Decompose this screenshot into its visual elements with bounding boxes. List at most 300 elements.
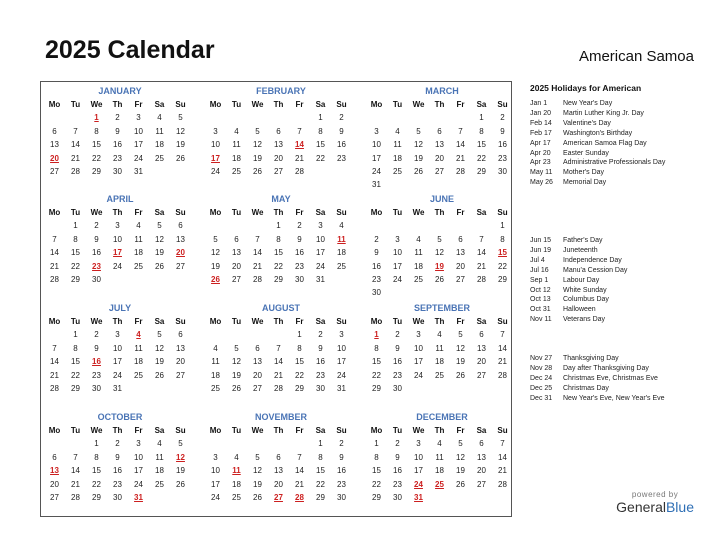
weekday-header: Tu bbox=[392, 317, 403, 326]
calendar-day: 19 bbox=[253, 153, 262, 163]
holiday-list-title: 2025 Holidays for American bbox=[530, 83, 642, 93]
calendar-day: 4 bbox=[416, 234, 421, 244]
weekday-header: Th bbox=[273, 100, 284, 109]
calendar-day: 26 bbox=[456, 370, 465, 380]
weekday-header: Tu bbox=[392, 100, 403, 109]
holiday-date: May 11 bbox=[530, 169, 553, 177]
empty-day bbox=[247, 111, 268, 124]
calendar-day: 2 bbox=[395, 330, 400, 340]
holiday-date: Jan 20 bbox=[530, 109, 552, 117]
weekday-header: Mo bbox=[370, 100, 383, 109]
calendar-day: 24 bbox=[316, 261, 325, 271]
calendar-day: 16 bbox=[316, 357, 325, 367]
calendar-day: 13 bbox=[253, 357, 262, 367]
calendar-day: 19 bbox=[155, 248, 164, 258]
holiday-day: 4 bbox=[136, 330, 141, 340]
holiday-date: Oct 13 bbox=[530, 296, 551, 304]
calendar-day: 2 bbox=[500, 113, 505, 123]
month-days-grid bbox=[44, 315, 195, 395]
month-september bbox=[367, 301, 517, 395]
calendar-day: 21 bbox=[295, 153, 304, 163]
calendar-day: 25 bbox=[232, 166, 241, 176]
weekday-header: Fr bbox=[134, 208, 143, 217]
calendar-day: 25 bbox=[337, 261, 346, 271]
calendar-day: 9 bbox=[318, 343, 323, 353]
weekday-header: Mo bbox=[370, 426, 383, 435]
holiday-name: Columbus Day bbox=[563, 296, 609, 304]
month-june bbox=[367, 192, 517, 300]
calendar-day: 18 bbox=[134, 248, 143, 258]
weekday-header: We bbox=[90, 317, 103, 326]
empty-day bbox=[471, 219, 492, 232]
calendar-day: 1 bbox=[276, 221, 281, 231]
holiday-date: Jul 4 bbox=[530, 256, 545, 264]
calendar-day: 1 bbox=[94, 439, 99, 449]
calendar-day: 2 bbox=[374, 234, 379, 244]
month-march bbox=[367, 84, 517, 192]
calendar-day: 15 bbox=[92, 466, 101, 476]
calendar-day: 23 bbox=[393, 370, 402, 380]
calendar-day: 6 bbox=[52, 452, 57, 462]
holiday-name: New Year's Day bbox=[563, 100, 613, 107]
weekday-header: Su bbox=[175, 208, 186, 217]
empty-day bbox=[268, 111, 289, 124]
calendar-day: 19 bbox=[232, 370, 241, 380]
calendar-day: 25 bbox=[134, 261, 143, 271]
weekday-header: Su bbox=[175, 317, 186, 326]
holiday-date: Dec 25 bbox=[530, 384, 553, 392]
calendar-day: 7 bbox=[500, 439, 505, 449]
calendar-day: 13 bbox=[435, 140, 444, 150]
month-name: JUNE bbox=[429, 194, 454, 204]
calendar-day: 11 bbox=[232, 140, 241, 150]
holiday-day: 13 bbox=[50, 466, 59, 476]
calendar-day: 16 bbox=[113, 140, 122, 150]
calendar-day: 11 bbox=[393, 140, 402, 150]
weekday-header: Sa bbox=[476, 317, 487, 326]
weekday-header: Fr bbox=[134, 426, 143, 435]
month-days-grid bbox=[205, 98, 356, 178]
weekday-header: Fr bbox=[456, 100, 465, 109]
holiday-name: Labour Day bbox=[563, 276, 600, 284]
calendar-day: 8 bbox=[500, 234, 505, 244]
calendar-day: 24 bbox=[372, 166, 381, 176]
calendar-day: 11 bbox=[435, 452, 444, 462]
calendar-day: 26 bbox=[253, 492, 262, 502]
holiday-item bbox=[530, 276, 700, 286]
calendar-day: 21 bbox=[295, 479, 304, 489]
calendar-day: 13 bbox=[176, 343, 185, 353]
calendar-day: 28 bbox=[456, 166, 465, 176]
empty-day bbox=[65, 111, 86, 124]
month-name: NOVEMBER bbox=[254, 412, 307, 422]
calendar-day: 21 bbox=[498, 357, 507, 367]
calendar-day: 18 bbox=[393, 153, 402, 163]
calendar-day: 22 bbox=[274, 261, 283, 271]
weekday-header: Th bbox=[112, 317, 123, 326]
weekday-header: Fr bbox=[295, 317, 304, 326]
calendar-day: 24 bbox=[337, 370, 346, 380]
empty-day bbox=[226, 328, 247, 341]
calendar-day: 14 bbox=[456, 140, 465, 150]
holiday-day: 23 bbox=[92, 261, 101, 271]
calendar-day: 8 bbox=[318, 452, 323, 462]
empty-day bbox=[289, 437, 310, 450]
calendar-day: 29 bbox=[92, 492, 101, 502]
holiday-day: 25 bbox=[435, 479, 444, 489]
weekday-header: Mo bbox=[48, 208, 61, 217]
calendar-day: 22 bbox=[71, 261, 80, 271]
calendar-day: 20 bbox=[435, 153, 444, 163]
calendar-day: 4 bbox=[157, 439, 162, 449]
brand-name bbox=[616, 499, 694, 515]
calendar-day: 14 bbox=[71, 140, 80, 150]
calendar-day: 10 bbox=[414, 343, 423, 353]
holiday-date: Oct 12 bbox=[530, 286, 551, 294]
weekday-header: We bbox=[90, 100, 103, 109]
calendar-day: 20 bbox=[456, 261, 465, 271]
calendar-day: 9 bbox=[339, 126, 344, 136]
weekday-header: Th bbox=[273, 317, 284, 326]
holiday-day: 1 bbox=[94, 113, 99, 123]
holiday-date: Apr 17 bbox=[530, 139, 551, 147]
brand-logo bbox=[616, 490, 694, 515]
calendar-day: 29 bbox=[92, 166, 101, 176]
calendar-day: 6 bbox=[458, 234, 463, 244]
weekday-header: Tu bbox=[70, 100, 81, 109]
calendar-day: 9 bbox=[395, 452, 400, 462]
empty-day bbox=[65, 437, 86, 450]
calendar-day: 30 bbox=[393, 492, 402, 502]
calendar-day: 9 bbox=[297, 234, 302, 244]
month-name: OCTOBER bbox=[97, 412, 143, 422]
calendar-day: 6 bbox=[255, 343, 260, 353]
calendar-day: 6 bbox=[437, 126, 442, 136]
calendar-day: 8 bbox=[479, 126, 484, 136]
calendar-day: 15 bbox=[71, 248, 80, 258]
calendar-day: 14 bbox=[274, 357, 283, 367]
calendar-day: 8 bbox=[374, 452, 379, 462]
page-title: 2025 Calendar bbox=[45, 36, 215, 64]
holiday-name: American Samoa Flag Day bbox=[563, 139, 647, 147]
calendar-day: 8 bbox=[94, 452, 99, 462]
holiday-group bbox=[530, 236, 700, 325]
calendar-day: 19 bbox=[253, 479, 262, 489]
calendar-day: 30 bbox=[295, 274, 304, 284]
calendar-day: 27 bbox=[176, 261, 185, 271]
weekday-header: Tu bbox=[231, 100, 242, 109]
empty-day bbox=[44, 111, 65, 124]
calendar-day: 14 bbox=[50, 357, 59, 367]
calendar-day: 16 bbox=[92, 248, 101, 258]
calendar-day: 27 bbox=[253, 383, 262, 393]
calendar-day: 22 bbox=[295, 370, 304, 380]
calendar-day: 12 bbox=[176, 126, 185, 136]
month-days-grid bbox=[205, 424, 356, 504]
weekday-header: We bbox=[412, 317, 425, 326]
calendar-day: 26 bbox=[155, 370, 164, 380]
calendar-day: 6 bbox=[479, 439, 484, 449]
calendar-day: 29 bbox=[274, 274, 283, 284]
holiday-date: Nov 28 bbox=[530, 364, 553, 372]
calendar-day: 21 bbox=[253, 261, 262, 271]
calendar-day: 7 bbox=[276, 343, 281, 353]
calendar-day: 16 bbox=[393, 357, 402, 367]
calendar-day: 24 bbox=[113, 370, 122, 380]
calendar-day: 6 bbox=[479, 330, 484, 340]
calendar-day: 29 bbox=[316, 492, 325, 502]
weekday-header: Sa bbox=[154, 426, 165, 435]
holiday-name: Administrative Professionals Day bbox=[563, 159, 666, 167]
calendar-day: 25 bbox=[155, 153, 164, 163]
calendar-day: 2 bbox=[297, 221, 302, 231]
calendar-day: 29 bbox=[372, 383, 381, 393]
calendar-day: 31 bbox=[337, 383, 346, 393]
weekday-header: Mo bbox=[370, 208, 383, 217]
month-november bbox=[206, 410, 356, 504]
calendar-day: 21 bbox=[456, 153, 465, 163]
holiday-date: Nov 27 bbox=[530, 355, 553, 362]
calendar-day: 29 bbox=[498, 274, 507, 284]
calendar-day: 13 bbox=[274, 466, 283, 476]
empty-day bbox=[226, 219, 247, 232]
calendar-day: 12 bbox=[456, 452, 465, 462]
holiday-date: Jan 1 bbox=[530, 100, 548, 107]
weekday-header: Su bbox=[497, 426, 508, 435]
empty-day bbox=[247, 328, 268, 341]
calendar-day: 19 bbox=[155, 357, 164, 367]
holiday-name: Memorial Day bbox=[563, 179, 607, 187]
calendar-day: 20 bbox=[477, 466, 486, 476]
holiday-name: Halloween bbox=[563, 306, 596, 314]
month-name: SEPTEMBER bbox=[413, 303, 470, 313]
calendar-day: 22 bbox=[71, 370, 80, 380]
weekday-header: Su bbox=[336, 317, 347, 326]
calendar-day: 18 bbox=[414, 261, 423, 271]
calendar-day: 22 bbox=[92, 153, 101, 163]
calendar-day: 11 bbox=[155, 126, 164, 136]
month-name: DECEMBER bbox=[416, 412, 468, 422]
calendar-day: 30 bbox=[498, 166, 507, 176]
calendar-day: 29 bbox=[295, 383, 304, 393]
calendar-day: 23 bbox=[113, 153, 122, 163]
calendar-day: 4 bbox=[213, 343, 218, 353]
calendar-day: 4 bbox=[437, 330, 442, 340]
calendar-day: 15 bbox=[477, 140, 486, 150]
calendar-day: 13 bbox=[232, 248, 241, 258]
holiday-date: Dec 31 bbox=[530, 394, 553, 402]
holiday-item bbox=[530, 246, 700, 256]
calendar-day: 4 bbox=[157, 113, 162, 123]
weekday-header: Sa bbox=[154, 208, 165, 217]
calendar-day: 16 bbox=[372, 261, 381, 271]
holiday-date: Jun 19 bbox=[530, 246, 552, 254]
month-name: APRIL bbox=[106, 194, 134, 204]
weekday-header: Sa bbox=[315, 100, 326, 109]
calendar-day: 6 bbox=[276, 126, 281, 136]
calendar-day: 15 bbox=[274, 248, 283, 258]
calendar-day: 7 bbox=[255, 234, 260, 244]
calendar-day: 8 bbox=[73, 343, 78, 353]
weekday-header: Mo bbox=[209, 100, 222, 109]
holiday-day: 14 bbox=[295, 140, 304, 150]
holiday-name: Martin Luther King Jr. Day bbox=[563, 109, 644, 117]
weekday-header: Th bbox=[112, 426, 123, 435]
weekday-header: Mo bbox=[209, 426, 222, 435]
weekday-header: Th bbox=[434, 208, 445, 217]
weekday-header: Sa bbox=[476, 100, 487, 109]
calendar-day: 30 bbox=[113, 492, 122, 502]
empty-day bbox=[205, 111, 226, 124]
calendar-day: 2 bbox=[94, 221, 99, 231]
holiday-day: 1 bbox=[374, 330, 379, 340]
calendar-day: 28 bbox=[477, 274, 486, 284]
weekday-header: We bbox=[251, 317, 264, 326]
holiday-day: 26 bbox=[211, 274, 220, 284]
holiday-day: 20 bbox=[50, 153, 59, 163]
calendar-day: 28 bbox=[50, 274, 59, 284]
calendar-day: 3 bbox=[416, 439, 421, 449]
calendar-day: 27 bbox=[477, 479, 486, 489]
holiday-name: Manu'a Cession Day bbox=[563, 266, 628, 274]
calendar-day: 5 bbox=[458, 439, 463, 449]
empty-day bbox=[205, 437, 226, 450]
calendar-day: 4 bbox=[136, 221, 141, 231]
calendar-day: 12 bbox=[253, 466, 262, 476]
calendar-day: 10 bbox=[134, 452, 143, 462]
calendar-day: 27 bbox=[435, 166, 444, 176]
calendar-day: 30 bbox=[316, 383, 325, 393]
month-name: AUGUST bbox=[262, 303, 300, 313]
holiday-day: 24 bbox=[414, 479, 423, 489]
calendar-day: 12 bbox=[253, 140, 262, 150]
calendar-day: 7 bbox=[73, 452, 78, 462]
calendar-day: 27 bbox=[456, 274, 465, 284]
brand-name-part2: Blue bbox=[665, 499, 694, 515]
calendar-day: 9 bbox=[374, 248, 379, 258]
calendar-day: 3 bbox=[339, 330, 344, 340]
month-name: JULY bbox=[108, 303, 132, 313]
calendar-day: 24 bbox=[414, 370, 423, 380]
calendar-day: 29 bbox=[71, 383, 80, 393]
calendar-day: 18 bbox=[155, 140, 164, 150]
weekday-header: Th bbox=[273, 426, 284, 435]
calendar-day: 6 bbox=[276, 452, 281, 462]
calendar-day: 8 bbox=[276, 234, 281, 244]
month-december bbox=[367, 410, 517, 504]
month-days-grid bbox=[366, 315, 517, 395]
month-days-grid bbox=[44, 206, 195, 286]
calendar-day: 28 bbox=[50, 383, 59, 393]
weekday-header: Th bbox=[434, 426, 445, 435]
holiday-date: Nov 11 bbox=[530, 316, 552, 324]
calendar-day: 1 bbox=[318, 113, 323, 123]
calendar-day: 29 bbox=[71, 274, 80, 284]
calendar-day: 20 bbox=[232, 261, 241, 271]
weekday-header: Su bbox=[497, 317, 508, 326]
calendar-day: 17 bbox=[113, 357, 122, 367]
calendar-day: 27 bbox=[274, 166, 283, 176]
weekday-header: Th bbox=[434, 100, 445, 109]
calendar-day: 28 bbox=[498, 479, 507, 489]
weekday-header: Tu bbox=[231, 317, 242, 326]
calendar-day: 27 bbox=[50, 492, 59, 502]
calendar-day: 10 bbox=[113, 234, 122, 244]
weekday-header: Mo bbox=[209, 208, 222, 217]
holiday-date: Dec 24 bbox=[530, 374, 553, 382]
calendar-day: 23 bbox=[113, 479, 122, 489]
calendar-day: 30 bbox=[337, 492, 346, 502]
calendar-day: 15 bbox=[92, 140, 101, 150]
calendar-day: 25 bbox=[155, 479, 164, 489]
month-may bbox=[206, 192, 356, 286]
holiday-name: Washington's Birthday bbox=[563, 129, 633, 137]
holiday-item bbox=[530, 384, 700, 394]
empty-day bbox=[408, 111, 429, 124]
calendar-day: 13 bbox=[274, 140, 283, 150]
weekday-header: Su bbox=[336, 208, 347, 217]
calendar-day: 8 bbox=[318, 126, 323, 136]
weekday-header: Su bbox=[497, 208, 508, 217]
calendar-day: 25 bbox=[435, 370, 444, 380]
calendar-day: 11 bbox=[134, 343, 143, 353]
calendar-day: 26 bbox=[456, 479, 465, 489]
calendar-day: 15 bbox=[295, 357, 304, 367]
calendar-day: 26 bbox=[176, 479, 185, 489]
calendar-day: 3 bbox=[213, 126, 218, 136]
weekday-header: Fr bbox=[295, 100, 304, 109]
month-days-grid bbox=[44, 98, 195, 178]
calendar-day: 14 bbox=[295, 466, 304, 476]
calendar-day: 14 bbox=[498, 452, 507, 462]
calendar-day: 18 bbox=[232, 479, 241, 489]
calendar-day: 2 bbox=[339, 439, 344, 449]
holiday-item bbox=[530, 354, 700, 364]
calendar-day: 17 bbox=[393, 261, 402, 271]
holiday-date: Feb 17 bbox=[530, 129, 552, 137]
calendar-day: 30 bbox=[92, 274, 101, 284]
empty-day bbox=[387, 219, 408, 232]
calendar-day: 3 bbox=[374, 126, 379, 136]
calendar-day: 17 bbox=[372, 153, 381, 163]
calendar-day: 4 bbox=[234, 126, 239, 136]
month-days-grid bbox=[44, 424, 195, 504]
calendar-day: 10 bbox=[211, 140, 220, 150]
calendar-day: 25 bbox=[232, 492, 241, 502]
calendar-day: 25 bbox=[134, 370, 143, 380]
calendar-day: 3 bbox=[136, 439, 141, 449]
holiday-item bbox=[530, 139, 700, 149]
holiday-item bbox=[530, 119, 700, 129]
holiday-name: Day after Thanksgiving Day bbox=[563, 364, 649, 372]
calendar-day: 6 bbox=[52, 126, 57, 136]
calendar-day: 10 bbox=[211, 466, 220, 476]
calendar-day: 26 bbox=[232, 383, 241, 393]
calendar-day: 5 bbox=[255, 126, 260, 136]
calendar-day: 21 bbox=[477, 261, 486, 271]
calendar-day: 19 bbox=[176, 140, 185, 150]
holiday-day: 27 bbox=[274, 492, 283, 502]
calendar-day: 1 bbox=[318, 439, 323, 449]
calendar-day: 23 bbox=[337, 153, 346, 163]
weekday-header: Tu bbox=[70, 208, 81, 217]
calendar-day: 4 bbox=[234, 452, 239, 462]
holiday-name: Valentine's Day bbox=[563, 119, 611, 127]
calendar-day: 3 bbox=[416, 330, 421, 340]
calendar-day: 31 bbox=[316, 274, 325, 284]
calendar-day: 14 bbox=[71, 466, 80, 476]
calendar-day: 23 bbox=[295, 261, 304, 271]
